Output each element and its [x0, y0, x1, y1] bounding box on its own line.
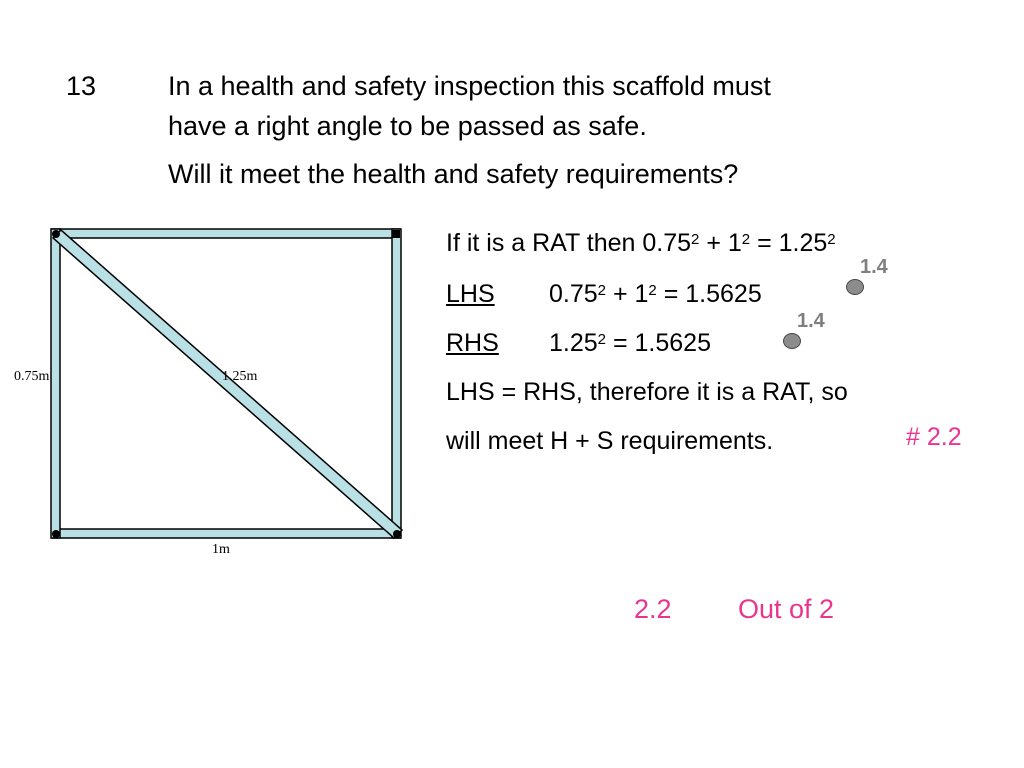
- scaffold-bottom-bar: [52, 529, 400, 538]
- total-text: Out of 2: [738, 594, 835, 624]
- label-bottom-side: 1m: [212, 542, 230, 557]
- joint-top-left: [52, 230, 60, 238]
- working-line-3-expression: $1.25^2 = 1.5625$: [549, 329, 711, 357]
- scaffold-top-bar: [52, 229, 400, 238]
- joint-bottom-right: [393, 530, 401, 538]
- working-line-3: [446, 328, 499, 358]
- working-line-2-expression: $0.75^2 + 1^2 = 1.5625$: [549, 280, 762, 308]
- joint-top-right: [392, 230, 400, 238]
- question-number: 13: [66, 71, 97, 101]
- scaffold-left-bar: [51, 229, 60, 538]
- mark-annotation-2: 1.4: [797, 310, 825, 332]
- working-line-2: [446, 279, 495, 309]
- mark-hash: # 2.2: [906, 423, 962, 451]
- working-line-4: LHS = RHS, therefore it is a RAT, so: [446, 378, 848, 406]
- mark-dot-2: [783, 333, 801, 349]
- label-left-side: 0.75m: [14, 369, 50, 384]
- question-line-3: Will it meet the health and safety requirements?: [168, 159, 739, 189]
- mark-dot-1: [846, 279, 864, 295]
- joint-bottom-left: [52, 530, 60, 538]
- mark-annotation-1: 1.4: [860, 256, 888, 278]
- working-line-1: If it is a RAT then $0.75^2 + 1^2 = 1.25^2$: [446, 229, 836, 257]
- working-line-5: will meet H + S requirements.: [446, 427, 774, 455]
- question-line-2: have a right angle to be passed as safe.: [168, 111, 647, 141]
- question-line-1: In a health and safety inspection this scaffold must: [168, 71, 771, 101]
- rhs-label: RHS: [446, 329, 499, 357]
- label-diagonal: 1.25m: [222, 369, 258, 384]
- scaffold-right-bar: [392, 229, 401, 538]
- lhs-label: LHS: [446, 280, 495, 308]
- total-code: 2.2: [634, 594, 672, 624]
